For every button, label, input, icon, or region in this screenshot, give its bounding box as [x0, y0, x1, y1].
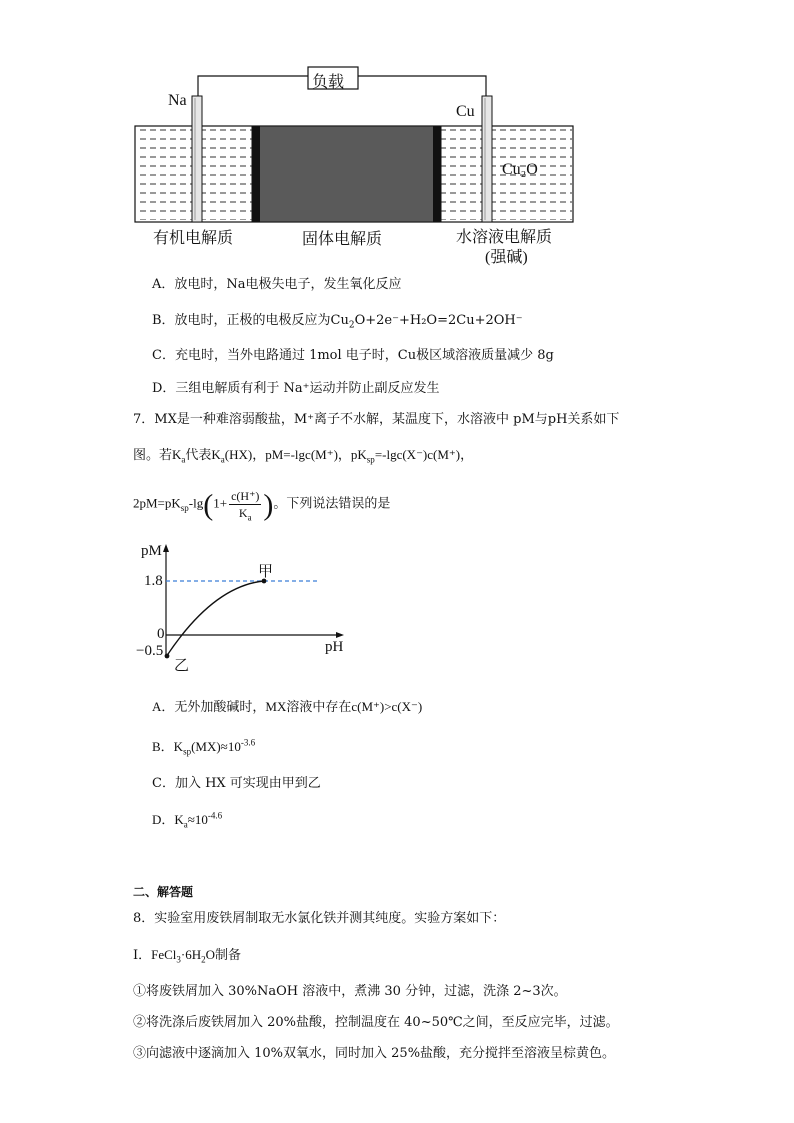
right-electrolyte-label: 水溶液电解质 — [456, 229, 553, 246]
point-jia-label: 甲 — [258, 564, 274, 580]
section-heading: 二、解答题 — [133, 885, 194, 899]
q8-part1-title: Ⅰ．$FeCl_3\cdot 6H_2O$制备 — [133, 947, 242, 965]
q8-step1: ①将废铁屑加入 30%NaOH 溶液中，煮沸 30 分钟，过滤，洗涤 2~3次。 — [133, 984, 567, 999]
y-axis-label: pM — [141, 543, 162, 559]
anode-label: Na — [168, 92, 187, 109]
pm-curve — [166, 581, 264, 657]
q8-intro: 8．实验室用废铁屑制取无水氯化铁并测其纯度。实验方案如下： — [133, 911, 506, 926]
q8-step3: ③向滤液中逐滴加入 10%双氧水，同时加入 25%盐酸，充分搅拌至溶液呈棕黄色。 — [133, 1046, 616, 1061]
q6-option-b: B．放电时，正极的电极反应为$Cu_2O+2e^-+H_2O=2Cu+2OH^-$ — [152, 313, 523, 331]
q7-option-c: C．加入 HX 可实现由甲到乙 — [152, 776, 321, 791]
left-electrolyte-label: 有机电解质 — [153, 230, 234, 247]
load-label: 负载 — [312, 74, 345, 91]
y-tick-0: 0 — [157, 626, 165, 642]
y-tick-neg-0-5: −0.5 — [136, 643, 164, 659]
q8-step2: ②将洗涤后废铁屑加入 20%盐酸，控制温度在 40~50℃之间，至反应完毕，过滤。 — [133, 1015, 619, 1030]
point-yi-label: 乙 — [174, 658, 190, 674]
solid-electrolyte — [252, 126, 441, 222]
q7-stem-line2: 图。若$K_a$代表$K_a(HX)$，pM=-lgc(M⁺)，$pK_{sp}=-\lg c(X^-)c(M^+)$， — [133, 447, 474, 465]
q6-option-c: C．充电时，当外电路通过 1mol 电子时，Cu极区域溶液质量减少 8g — [152, 348, 554, 363]
x-axis-label: pH — [325, 639, 344, 655]
na-electrode — [192, 96, 202, 222]
point-yi — [165, 654, 170, 659]
q7-stem-line3: $2pM=pK_{sp}-\lg(1+$ $\frac{c(H^+)}{K_a}$ )。下列说法错误的是 — [133, 488, 391, 523]
q7-option-b: B．$K_{sp}(MX)\approx 10^{-3.6}$ — [152, 737, 256, 757]
cu-electrode — [482, 96, 492, 222]
q7-stem-line1: 7．MX是一种难溶弱酸盐，M⁺离子不水解，某温度下，水溶液中 pM与pH关系如下 — [133, 412, 620, 427]
y-tick-1-8: 1.8 — [144, 573, 163, 589]
q6-option-d: D．三组电解质有利于 Na⁺运动并防止副反应发生 — [152, 381, 440, 396]
cathode-label: Cu — [456, 103, 475, 120]
middle-electrolyte-label: 固体电解质 — [302, 231, 383, 248]
q7-option-a: A．无外加酸碱时，MX溶液中存在c(M⁺)>c(X⁻) — [152, 699, 423, 714]
q6-option-a: A．放电时，Na电极失电子，发生氧化反应 — [152, 277, 402, 292]
q7-option-d: D．$K_a\approx 10^{-4.6}$ — [152, 810, 223, 830]
right-electrolyte-note: (强碱) — [485, 249, 528, 266]
oxide-label: Cu₂O — [502, 161, 538, 178]
